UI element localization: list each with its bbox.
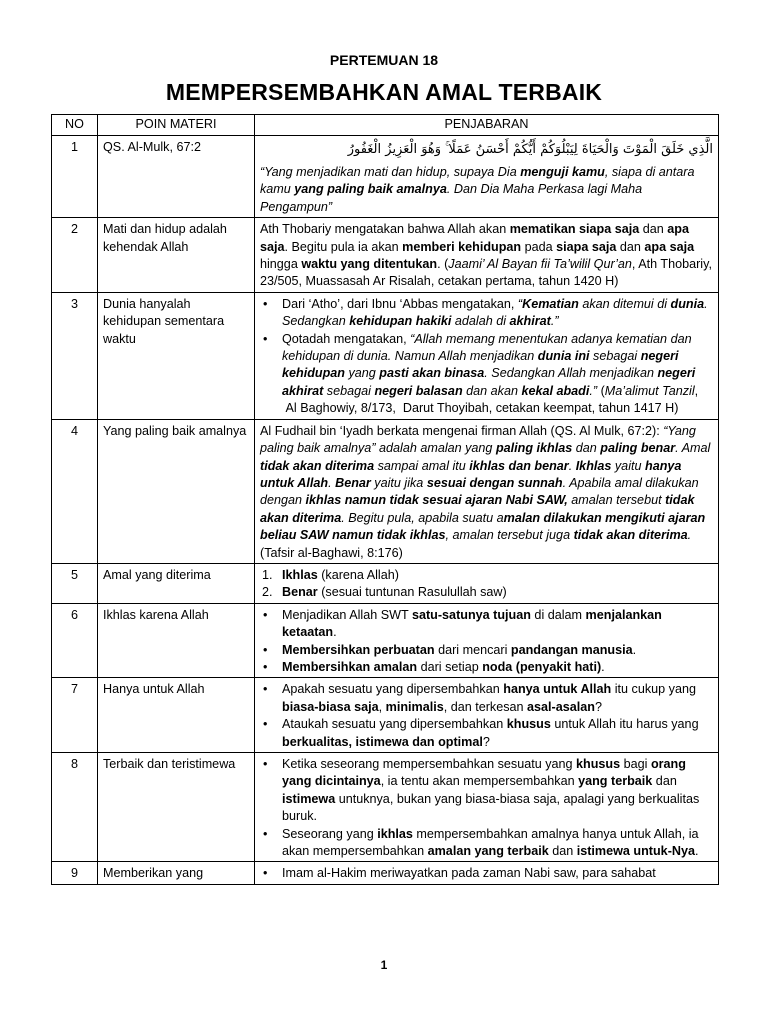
row-explanation — [255, 292, 719, 419]
row-point: Mati dan hidup adalah kehendak Allah — [98, 218, 255, 293]
column-header-penjabaran: PENJABARAN — [255, 115, 719, 136]
table-row — [52, 753, 719, 862]
row-explanation — [255, 862, 719, 884]
explanation-text: • Menjadikan Allah SWT satu-satunya tujuan di dalam menjalankan ketaatan. • Membersihkan perbuatan dari mencari pandangan manusia. • Membersihkan amalan dari setiap noda (penyakit hati). — [260, 607, 713, 677]
row-number: 6 — [52, 603, 98, 678]
table-row — [52, 603, 719, 678]
explanation-text: Ath Thobariy mengatakan bahwa Allah akan mematikan siapa saja dan apa saja. Begitu pula ia akan memberi kehidupan pada siapa saja dan apa saja hingga waktu yang ditentukan. (Jaami’ Al Bayan fii Ta’wilil Qur’an, Ath Thobariy, 23/505, Muassasah Ar Risalah, cetakan pertama, tahun 1420 H) — [260, 222, 712, 289]
table-row — [52, 678, 719, 753]
material-table — [51, 114, 719, 885]
arabic-verse: الَّذِي خَلَقَ الْمَوْتَ وَالْحَيَاةَ لِيَبْلُوَكُمْ أَيُّكُمْ أَحْسَنُ عَمَلًا ۚ وَهُوَ الْعَزِيزُ الْغَفُورُ — [347, 142, 713, 157]
page-number: 1 — [380, 958, 388, 972]
row-explanation — [255, 419, 719, 563]
explanation-text: • Dari ‘Atho’, dari Ibnu ‘Abbas mengatakan, “Kematian akan ditemui di dunia. Sedangkan kehidupan hakiki adalah di akhirat.” • Qotadah mengatakan, “Allah memang menentukan adanya kematian dan kehidupan di dunia. Namun Allah menjadikan dunia ini sebagai negeri kehidupan yang pasti akan binasa. Sedangkan Allah menjadikan negeri akhirat sebagai negeri balasan dan akan kekal abadi.” (Ma’alimut Tanzil, Al Baghowiy, 8/173, Darut Thoyibah, cetakan keempat, tahun 1417 H) — [260, 296, 713, 418]
row-explanation — [255, 218, 719, 293]
explanation-text: • Ketika seseorang mempersembahkan sesuatu yang khusus bagi orang yang dicintainya, ia tentu akan mempersembahkan yang terbaik dan istimewa untuknya, bukan yang biasa-biasa saja, apalagi yang berkualitas buruk. • Seseorang yang ikhlas mempersembahkan amalnya hanya untuk Allah, ia akan mempersembahkan amalan yang terbaik dan istimewa untuk-Nya. — [260, 756, 713, 860]
row-number: 9 — [52, 862, 98, 884]
row-number: 3 — [52, 292, 98, 419]
row-explanation — [255, 563, 719, 603]
row-number: 1 — [52, 136, 98, 218]
row-number: 8 — [52, 753, 98, 862]
explanation-text: Al Fudhail bin ‘Iyadh berkata mengenai firman Allah (QS. Al Mulk, 67:2): “Yang paling baik amalnya” adalah amalan yang paling ikhlas dan paling benar. Amal tidak akan diterima sampai amal itu ikhlas dan benar. Ikhlas yaitu hanya untuk Allah. Benar yaitu jika sesuai dengan sunnah. Apabila amal dilakukan dengan ikhlas namun tidak sesuai ajaran Nabi SAW, amalan tersebut tidak akan diterima. Begitu pula, apabila suatu amalan dilakukan mengikuti ajaran beliau SAW namun tidak ikhlas, amalan tersebut juga tidak akan diterima. (Tafsir al-Baghawi, 8:176) — [260, 423, 711, 560]
table-body — [52, 136, 719, 885]
page-title: MEMPERSEMBAHKAN AMAL TERBAIK — [165, 79, 603, 105]
explanation-text: 1. Ikhlas (karena Allah) 2. Benar (sesuai tuntunan Rasulullah saw) — [262, 567, 507, 600]
table-row — [52, 419, 719, 563]
row-point: Terbaik dan teristimewa — [98, 753, 255, 862]
row-point: Ikhlas karena Allah — [98, 603, 255, 678]
row-number: 4 — [52, 419, 98, 563]
row-point: Amal yang diterima — [98, 563, 255, 603]
row-point: Yang paling baik amalnya — [98, 419, 255, 563]
explanation-text: • Imam al-Hakim meriwayatkan pada zaman Nabi saw, para sahabat — [260, 865, 713, 882]
row-point: Dunia hanyalah kehidupan sementara waktu — [98, 292, 255, 419]
table-row — [52, 292, 719, 419]
column-header-no: NO — [52, 115, 98, 136]
row-point: Memberikan yang — [98, 862, 255, 884]
meeting-label: PERTEMUAN 18 — [329, 52, 439, 68]
table-row — [52, 563, 719, 603]
table-row — [52, 862, 719, 884]
table-row — [52, 218, 719, 293]
explanation-text: “Yang menjadikan mati dan hidup, supaya Dia menguji kamu, siapa di antara kamu yang paling baik amalnya. Dan Dia Maha Perkasa lagi Maha Pengampun” — [260, 165, 695, 214]
explanation-text: • Apakah sesuatu yang dipersembahkan hanya untuk Allah itu cukup yang biasa-biasa saja, minimalis, dan terkesan asal-asalan? • Ataukah sesuatu yang dipersembahkan khusus untuk Allah itu harus yang berkualitas, istimewa dan optimal? — [260, 681, 713, 751]
row-explanation — [255, 603, 719, 678]
row-number: 5 — [52, 563, 98, 603]
row-explanation — [255, 753, 719, 862]
row-point: Hanya untuk Allah — [98, 678, 255, 753]
table-header-row — [52, 115, 719, 136]
row-number: 7 — [52, 678, 98, 753]
row-point: QS. Al-Mulk, 67:2 — [98, 136, 255, 218]
column-header-poin-materi: POIN MATERI — [98, 115, 255, 136]
table-row — [52, 136, 719, 218]
row-number: 2 — [52, 218, 98, 293]
row-explanation — [255, 136, 719, 218]
row-explanation — [255, 678, 719, 753]
